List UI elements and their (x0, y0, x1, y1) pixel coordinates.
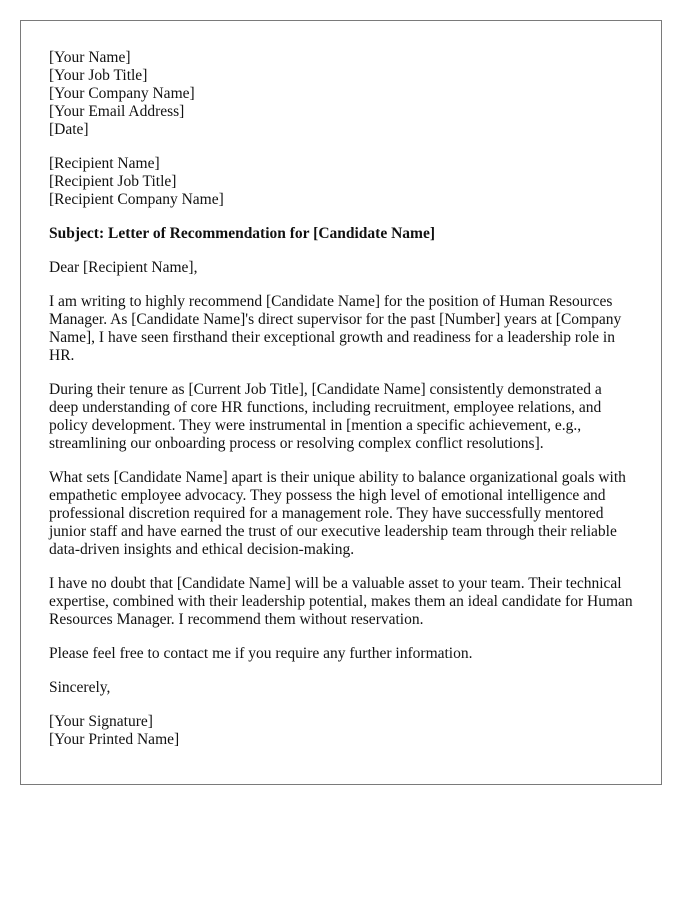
body-paragraph-2: During their tenure as [Current Job Title], [Candidate Name] consistently demonstrated a deep understanding of core HR functions, including recruitment, employee relations, and policy development. They were instrumental in [mention a specific achievement, e.g., streamlining our onboarding process or resolving complex conflict resolutions]. (49, 381, 602, 452)
sender-email: [Your Email Address] (49, 103, 185, 120)
recipient-name: [Recipient Name] (49, 155, 160, 172)
sender-block (49, 49, 633, 139)
body-paragraph-5: Please feel free to contact me if you require any further information. (49, 645, 473, 662)
letter-date: [Date] (49, 121, 89, 138)
body-paragraph-4: I have no doubt that [Candidate Name] will be a valuable asset to your team. Their technical expertise, combined with their leadership potential, makes them an ideal candidate for Human Resources Manager. I recommend them without reservation. (49, 575, 633, 628)
salutation: Dear [Recipient Name], (49, 259, 198, 276)
subject-line: Subject: Letter of Recommendation for [Candidate Name] (49, 225, 435, 242)
body-paragraph-1: I am writing to highly recommend [Candidate Name] for the position of Human Resources Manager. As [Candidate Name]'s direct supervisor for the past [Number] years at [Company Name], I have seen firsthand their exceptional growth and readiness for a leadership role in HR. (49, 293, 622, 364)
letter-page (20, 20, 662, 785)
recipient-job-title: [Recipient Job Title] (49, 173, 177, 190)
recipient-block (49, 155, 633, 209)
signature: [Your Signature] (49, 713, 153, 730)
closing: Sincerely, (49, 679, 111, 696)
sender-name: [Your Name] (49, 49, 131, 66)
signature-block (49, 713, 633, 749)
printed-name: [Your Printed Name] (49, 731, 180, 748)
recipient-company: [Recipient Company Name] (49, 191, 224, 208)
sender-company: [Your Company Name] (49, 85, 195, 102)
body-paragraph-3: What sets [Candidate Name] apart is their unique ability to balance organizational goals with empathetic employee advocacy. They possess the high level of emotional intelligence and professional discretion required for a management role. They have successfully mentored junior staff and have earned the trust of our executive leadership team through their reliable data-driven insights and ethical decision-making. (49, 469, 626, 558)
sender-job-title: [Your Job Title] (49, 67, 148, 84)
